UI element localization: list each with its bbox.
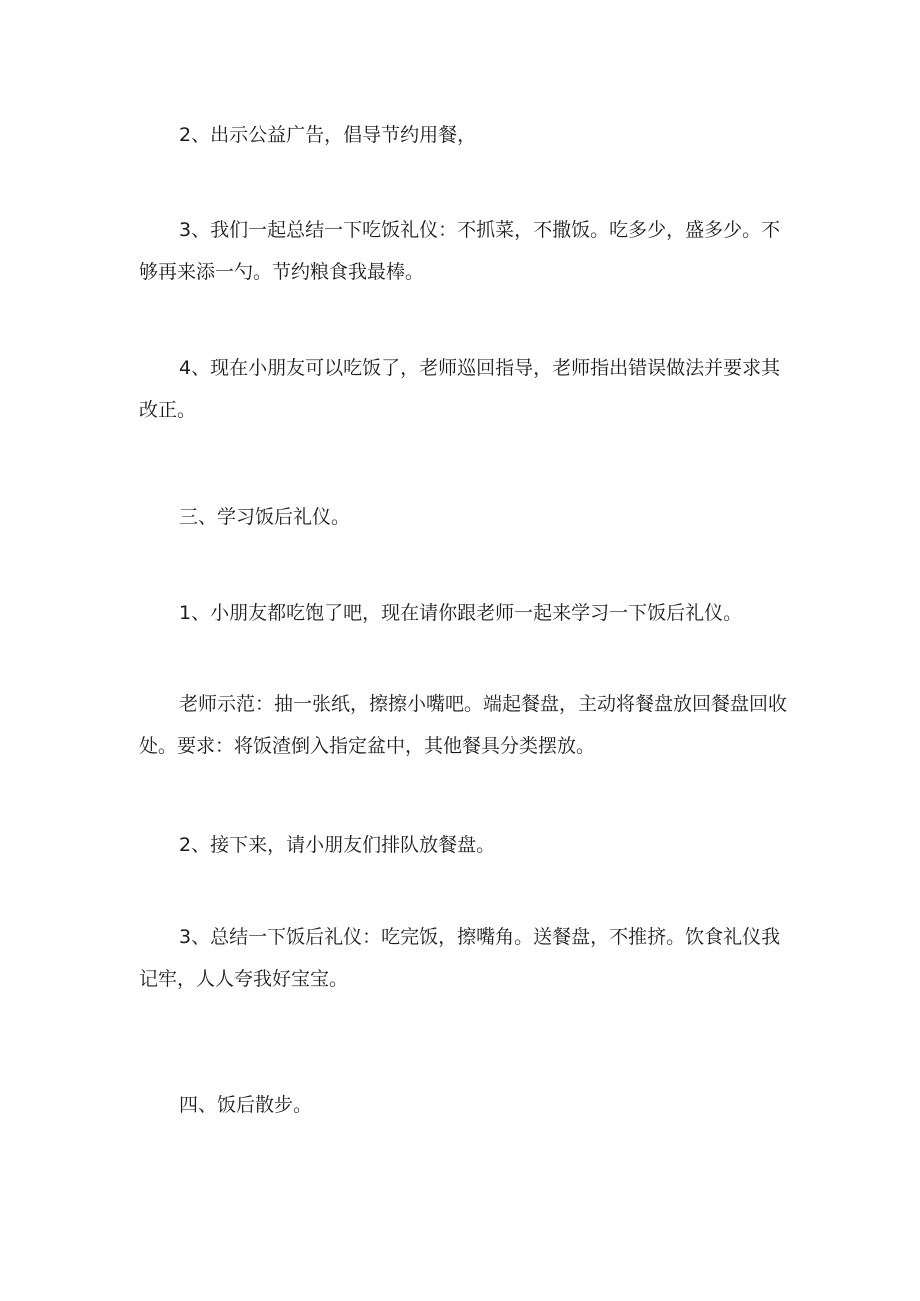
step-public-ad: 2、出示公益广告，倡导节约用餐， <box>179 124 477 146</box>
step-children-eat: 4、现在小朋友可以吃饭了，老师巡回指导，老师指出错误做法并要求其改正。 <box>139 357 781 421</box>
step-summarize-after-meal-etiquette: 3、总结一下饭后礼仪：吃完饭，擦嘴角。送餐盘，不推挤。饮食礼仪我记牢，人人夸我好宝宝。 <box>139 926 781 990</box>
section-heading-after-meal-etiquette: 三、学习饭后礼仪。 <box>179 506 351 528</box>
step-learn-after-meal-etiquette: 1、小朋友都吃饱了吧，现在请你跟老师一起来学习一下饭后礼仪。 <box>179 602 743 624</box>
teacher-demonstration: 老师示范：抽一张纸，擦擦小嘴吧。端起餐盘，主动将餐盘放回餐盘回收处。要求：将饭渣倒入指定盆中，其他餐具分类摆放。 <box>139 693 788 757</box>
step-line-up-return-trays: 2、接下来，请小朋友们排队放餐盘。 <box>179 834 496 856</box>
step-summarize-meal-etiquette: 3、我们一起总结一下吃饭礼仪：不抓菜，不撒饭。吃多少，盛多少。不够再来添一勺。节约粮食我最棒。 <box>139 219 781 283</box>
section-heading-after-meal-walk: 四、饭后散步。 <box>179 1094 313 1116</box>
